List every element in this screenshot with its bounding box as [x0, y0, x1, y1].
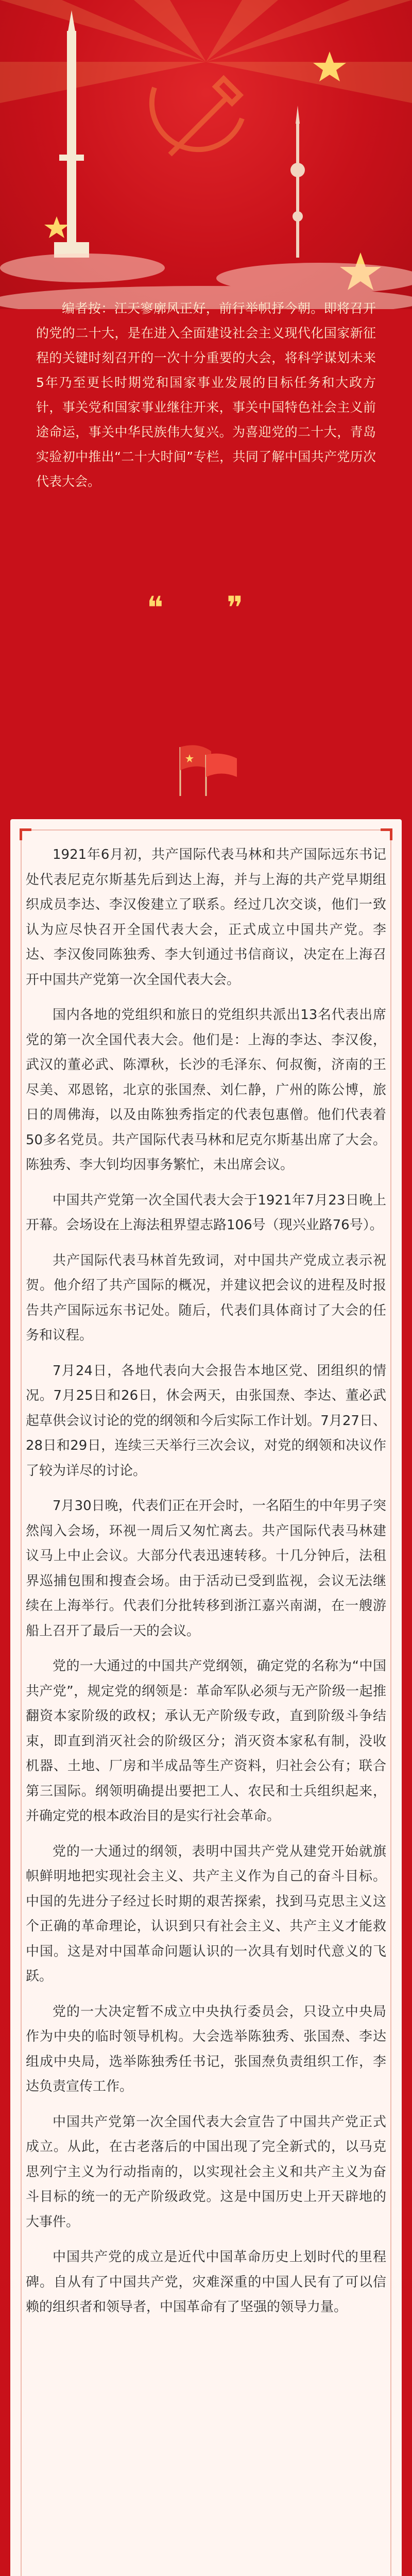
quote-mark-left-icon: ❝: [147, 590, 164, 626]
hero-illustration-icon: [0, 0, 412, 309]
flags-icon: [170, 742, 242, 799]
quote-mark-right-icon: ❞: [227, 590, 244, 626]
hammer-sickle-icon: [152, 79, 242, 155]
article-paragraph: 党的一大通过的纲领，表明中国共产党从建党开始就旗帜鲜明地把实现社会主义、共产主义作为自己的奋斗目标。中国的先进分子经过长时期的艰苦探索，找到马克思主义这个正确的革命理论，认识到只有社会主义、共产主义才能救中国。这是对中国革命问题认识的一次具有划时代意义的飞跃。: [26, 1843, 386, 1984]
article-body: [26, 842, 386, 2330]
article-paragraph: 7月24日，各地代表向大会报告本地区党、团组织的情况。7月25日和26日，休会两天，由张国焘、李达、董必武起草供会议讨论的党的纲领和今后实际工作计划。7月27日、28日和29日，连续三天举行三次会议，对党的纲领和决议作了较为详尽的讨论。: [26, 1363, 386, 1479]
article-paragraph: 1921年6月初，共产国际代表马林和共产国际远东书记处代表尼克尔斯基先后到达上海，并与上海的共产党早期组织成员李达、李汉俊建立了联系。经过几次交谈，他们一致认为应尽快召开全国代表大会，正式成立中国共产党。李达、李汉俊同陈独秀、李大钊通过书信商议，决定在上海召开中国共产党第一次全国代表大会。: [26, 847, 386, 988]
article-paragraph: 共产国际代表马林首先致词，对中国共产党成立表示祝贺。他介绍了共产国际的概况，并建议把会议的进程及时报告共产国际远东书记处。随后，代表们具体商讨了大会的任务和议程。: [26, 1252, 386, 1343]
article-paragraph: 中国共产党的成立是近代中国革命历史上划时代的里程碑。自从有了中国共产党，灾难深重的中国人民有了可以信赖的组织者和领导者，中国革命有了坚强的领导力量。: [26, 2249, 386, 2315]
article-paragraph: 国内各地的党组织和旅日的党组织共派出13名代表出席党的第一次全国代表大会。他们是：上海的李达、李汉俊，武汉的董必武、陈潭秋，长沙的毛泽东、何叔衡，济南的王尽美、邓恩铭，北京的张国焘、刘仁静，广州的陈公博，旅日的周佛海，以及由陈独秀指定的代表包惠僧。他们代表着50多名党员。共产国际代表马林和尼克尔斯基出席了大会。陈独秀、李大钊均因事务繁忙，未出席会议。: [26, 1007, 386, 1173]
editor-note: 编者按：江天寥廓风正好，前行举帜抒今朝。即将召开的党的二十大，是在进入全面建设社会主义现代化国家新征程的关键时刻召开的一次十分重要的大会，将科学谋划未来5年乃至更长时期党和国家事业发展的目标任务和大政方针，事关党和国家事业继往开来，事关中国特色社会主义前途命运，事关中华民族伟大复兴。为喜迎党的二十大，青岛实验初中推出“二十大时间”专栏，共同了解中国共产党历次代表大会。: [36, 301, 376, 489]
article-paragraph: 中国共产党第一次全国代表大会宣告了中国共产党正式成立。从此，在古老落后的中国出现了完全新式的，以马克思列宁主义为行动指南的，以实现社会主义和共产主义为奋斗目标的统一的无产阶级政党。这是中国历史上开天辟地的大事件。: [26, 2114, 386, 2230]
article-paragraph: 中国共产党第一次全国代表大会于1921年7月23日晚上开幕。会场设在上海法租界望志路106号（现兴业路76号）。: [26, 1192, 386, 1233]
star-icon: [44, 216, 69, 238]
article-paragraph: 党的一大决定暂不成立中央执行委员会，只设立中央局作为中央的临时领导机构。大会选举陈独秀、张国焘、李达组成中央局，选举陈独秀任书记，张国焘负责组织工作，李达负责宣传工作。: [26, 2004, 386, 2094]
article-paragraph: 7月30日晚，代表们正在开会时，一名陌生的中年男子突然闯入会场，环视一周后又匆忙离去。共产国际代表马林建议马上中止会议。大部分代表迅速转移。十几分钟后，法租界巡捕包围和搜查会场。由于活动已受到监视，会议无法继续在上海举行。代表们分批转移到浙江嘉兴南湖，在一艘游船上召开了最后一天的会议。: [26, 1498, 386, 1639]
article-paragraph: 党的一大通过的中国共产党纲领，确定党的名称为“中国共产党”，规定党的纲领是：革命军队必须与无产阶级一起推翻资本家阶级的政权；承认无产阶级专政，直到阶级斗争结束，即直到消灭社会的阶级区分；消灭资本家私有制，没收机器、土地、厂房和半成品等生产资料，归社会公有；联合第三国际。纲领明确提出要把工人、农民和士兵组织起来，并确定党的根本政治目的是实行社会革命。: [26, 1658, 386, 1824]
hero-banner: [0, 0, 412, 309]
